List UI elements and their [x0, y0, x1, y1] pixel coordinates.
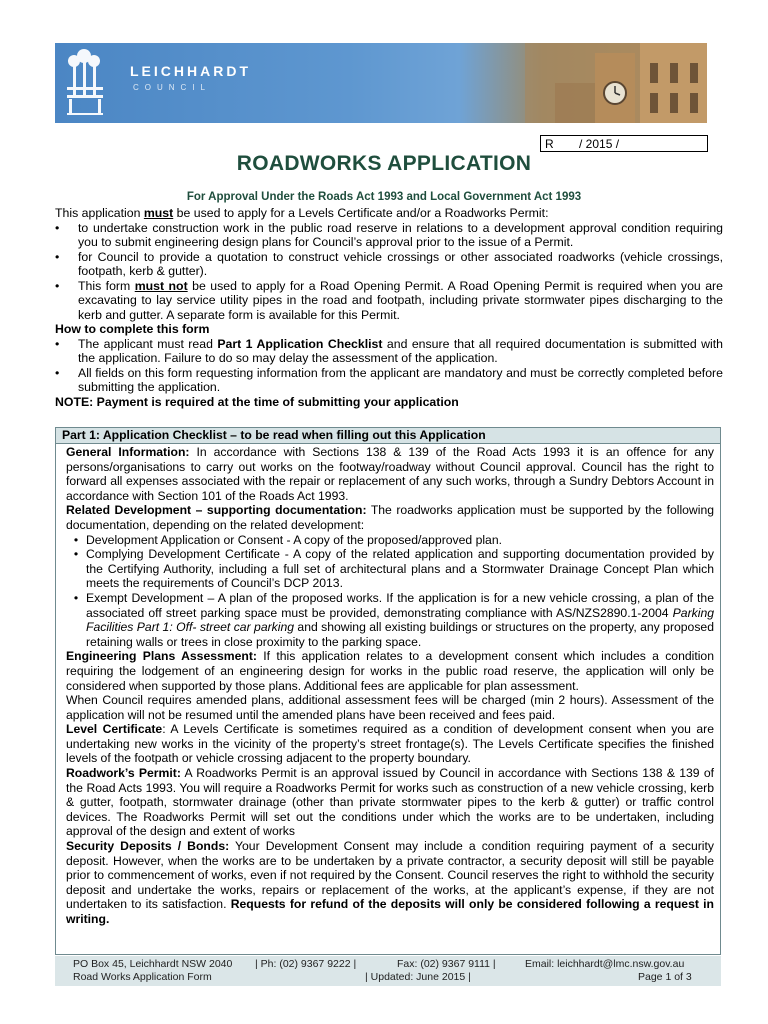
how-2-text: All fields on this form requesting information from the applicant are mandatory and must be correctly completed before submitting the application.: [78, 365, 723, 394]
related-dev: [66, 503, 714, 532]
how-1-bold: Part 1 Application Checklist: [217, 336, 383, 351]
page-footer: [55, 956, 721, 986]
part1-body: [56, 444, 720, 927]
intro-line: [55, 206, 723, 221]
levels-text: : A Levels Certificate is sometimes required as a condition of development consent when you are undertaking new works in the vicinity of the property’s street frontage(s). The Levels Certificate specifies the finished levels of the footpath or vehicle crossing adjacent to the property boundary.: [66, 722, 714, 766]
payment-note: NOTE: Payment is required at the time of submitting your application: [55, 394, 459, 409]
security-text: Your Development Consent may include a condition requiring payment of a security deposit. However, when the works are to be undertaken by a private contractor, a security deposit will still be payable prior to commencement of works, even if not required by the Consent. Council reserves the right to withhold the security deposit and undertake the works, repairs or replacement of the works, at the applicant’s expense, if they are not undertaken to its satisfaction.: [66, 839, 714, 912]
intro-bullet-3: • This form must not be used to apply for a Road Opening Permit. A Road Opening Permit is required when you are excavating to lay service utility pipes in the road and footpath, including private stormwater pipes discharging to the kerb and gutter. A separate form is available for this Permit.: [55, 278, 723, 322]
intro-bullet-2: • for Council to provide a quotation to construct vehicle crossings or other associated roadworks (vehicle crossings, footpath, kerb & gutter).: [55, 249, 723, 278]
eng-text: If this application relates to a development consent which includes a condition requiring the lodgement of an engineering design for works in the public road reserve, the application will only be considered when supported by those plans. Additional fees are applicable for plan assessment.: [66, 649, 714, 693]
part1-heading: Part 1: Application Checklist – to be read when filling out this Application: [56, 428, 720, 444]
related-b3-pre: Exempt Development – A plan of the proposed works. If the application is for a new vehicle crossing, a plan of the associated off street parking space must be provided, demonstrating compliance with AS/NZS2890.1-2004: [86, 590, 714, 620]
how-1-post: and ensure that all required documentation is submitted with the application. Failure to do so may delay the assessment of the application.: [78, 336, 723, 365]
intro-bullet-3-post: be used to apply for a Road Opening Permit. A Road Opening Permit is required when you are excavating to lay service utility pipes in the road and footpath, including private stormwater pipes discharging to the kerb and gutter. A separate form is available for this Permit.: [78, 278, 723, 322]
intro-line-post: be used to apply for a Levels Certificate and/or a Roadworks Permit:: [173, 206, 549, 220]
intro-section: [55, 206, 723, 409]
part1-checklist: [55, 427, 721, 955]
footer-fax: Fax: (02) 9367 9111 |: [397, 958, 496, 970]
page-title: ROADWORKS APPLICATION: [236, 152, 532, 175]
ref-prefix: R: [545, 137, 554, 151]
reference-number-field[interactable]: [540, 135, 708, 152]
general-label: General Information:: [66, 445, 190, 459]
related-bullet-3: • Exempt Development – A plan of the proposed works. If the application is for a new vehicle crossing, a plan of the associated off street parking space must be provided, demonstrating compliance with AS/NZS2890.1-2004 Parking Facilities Part 1: Off- street car parking and showing all existing buildings or structures on the property, any proposed retaining walls or trees in close proximity to the parking space.: [73, 590, 714, 649]
security-bold: Requests for refund of the deposits will only be considered following a request in writing.: [66, 897, 714, 926]
ref-year: / 2015 /: [579, 137, 620, 151]
related-bullet-1-text: Development Application or Consent - A copy of the proposed/approved plan.: [86, 532, 502, 547]
related-bullet-2: • Complying Development Certificate - A copy of the related application and supporting documentation provided by the Certifying Authority, including a full set of architectural plans and a Stormwater Drainage Concept Plan which meets the requirements of Council’s DCP 2013.: [73, 547, 714, 591]
footer-phone: | Ph: (02) 9367 9222 |: [255, 958, 357, 970]
related-bullet-2-text: Complying Development Certificate - A copy of the related application and supporting documentation provided by the Certifying Authority, including a full set of architectural plans and a Stormwater Drainage Concept Plan which meets the requirements of Council’s DCP 2013.: [86, 547, 714, 591]
how-1-pre: The applicant must read: [78, 336, 218, 351]
permit-label: Roadwork’s Permit:: [66, 766, 181, 781]
intro-bullet-2-text: for Council to provide a quotation to construct vehicle crossings or other associated roadworks (vehicle crossings, footpath, kerb & gutter).: [78, 249, 723, 278]
related-label: Related Development – supporting documentation:: [66, 503, 367, 518]
intro-bullet-1-text: to undertake construction work in the public road reserve in relations to a development approval condition requiring you to submit engineering design plans for Council’s approval prior to the issue of a Permit.: [78, 220, 723, 249]
level-certificate: [66, 722, 714, 766]
engineering-amended: When Council requires amended plans, additional assessment fees will be charged (min 2 hours). Assessment of the application will not be resumed until the amended plans have been received and fees paid.: [66, 693, 714, 722]
levels-label: Level Certificate: [66, 722, 163, 737]
council-subtitle: COUNCIL: [133, 83, 212, 92]
general-text: In accordance with Sections 138 & 139 of the Road Acts 1993 it is an offence for any persons/organisations to carry out works on the footway/roadway without Council approval. Council has the right to forward all expenses associated with the repair or replacement of any such works, through a Sundry Debtors Account in accordance with Section 101 of the Roads Act 1993.: [66, 445, 715, 503]
related-bullet-1: • Development Application or Consent - A copy of the proposed/approved plan.: [66, 533, 714, 548]
how-bullet-1: • The applicant must read Part 1 Application Checklist and ensure that all required documentation is submitted with the application. Failure to do so may delay the assessment of the application.: [55, 336, 723, 365]
related-b3-post: and showing all existing buildings or structures on the property, any proposed retaining walls or trees in close proximity to the parking space.: [86, 620, 714, 649]
how-heading: How to complete this form: [55, 322, 210, 336]
how-bullet-2: • All fields on this form requesting information from the applicant are mandatory and must be correctly completed before submitting the application.: [55, 365, 723, 394]
permit-text: A Roadworks Permit is an approval issued by Council in accordance with Sections 138 & 139 of the Road Acts 1993. You will require a Roadworks Permit for works such as construction of a new vehicle crossing, kerb & gutter, footpath, stormwater drainage (other than private stormwater pipes to the kerb & gutter) or traffic control devices. The Roadworks Permit will set out the conditions under which the works are to be undertaken, including approval of the design and extent of works: [66, 766, 714, 839]
intro-must-not: must not: [134, 278, 188, 293]
council-header-banner: [55, 43, 707, 123]
related-b3-italic: Parking Facilities Part 1: Off- street car parking: [86, 605, 714, 635]
footer-updated: | Updated: June 2015 |: [365, 971, 471, 983]
council-name: LEICHHARDT: [130, 63, 251, 79]
footer-page: Page 1 of 3: [638, 971, 692, 983]
footer-address: PO Box 45, Leichhardt NSW 2040: [73, 958, 233, 970]
footer-email: Email: leichhardt@lmc.nsw.gov.au: [525, 958, 685, 970]
general-info: [66, 445, 714, 503]
intro-must: must: [143, 206, 174, 220]
intro-line-pre: This application: [55, 206, 144, 220]
page-subtitle: For Approval Under the Roads Act 1993 and Local Government Act 1993: [186, 191, 582, 203]
intro-bullet-3-pre: This form: [78, 278, 135, 293]
footer-form-name: Road Works Application Form: [73, 971, 212, 983]
intro-bullet-1: • to undertake construction work in the public road reserve in relations to a development approval condition requiring you to submit engineering design plans for Council’s approval prior to the issue of a Permit.: [55, 220, 723, 249]
engineering-assessment: [66, 649, 714, 693]
related-text: The roadworks application must be supported by the following documentation, depending on the related development:: [66, 503, 715, 532]
roadworks-permit: [66, 766, 714, 839]
security-deposits: [66, 839, 714, 927]
eng-label: Engineering Plans Assessment:: [66, 649, 257, 664]
security-label: Security Deposits / Bonds:: [66, 839, 230, 854]
